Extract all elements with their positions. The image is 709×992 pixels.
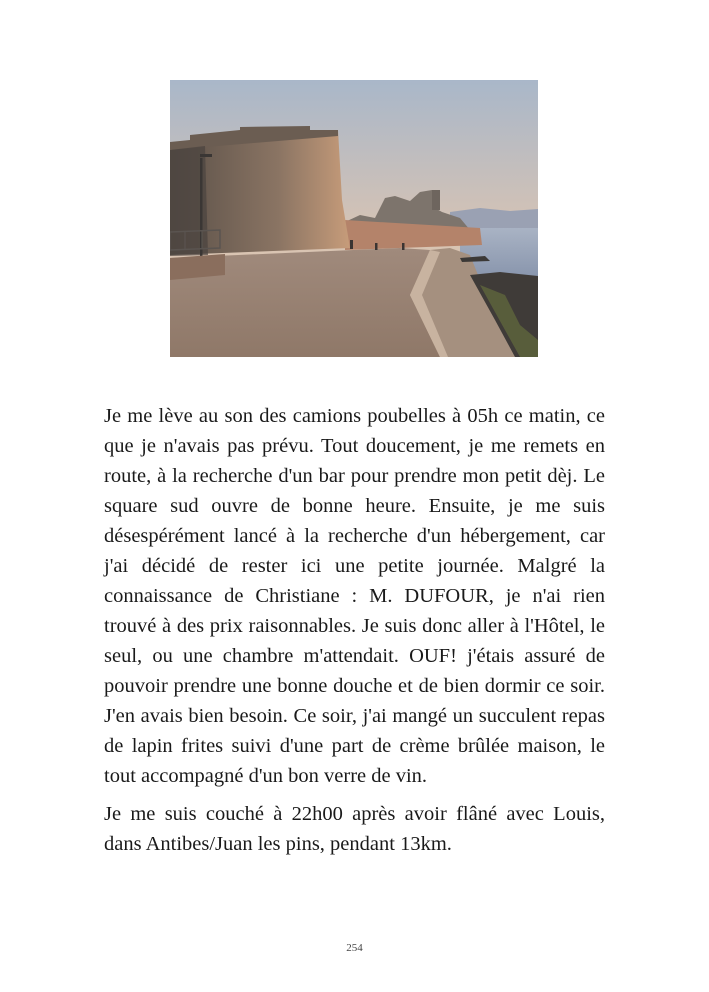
fort-photo: [170, 80, 538, 357]
paragraph: Je me suis couché à 22h00 après avoir flâné avec Louis, dans Antibes/Juan les pins, pendant 13km.: [104, 803, 605, 855]
page-number: 254: [346, 942, 363, 954]
paragraph: Je me lève au son des camions poubelles à 05h ce matin, ce que je n'avais pas prévu. Tout doucement, je me remets en route, à la recherche d'un bar pour prendre mon petit dèj. Le square sud ouvre de bonne heure. Ensuite, je me suis désespérément lancé à la recherche d'un hébergement, car j'ai décidé de rester ici une petite journée. Malgré la connaissance de Christiane : M. DUFOUR, je n'ai rien trouvé à des prix raisonnables. Je suis donc aller à l'Hôtel, le seul, ou une chambre m'attendait. OUF! j'étais assuré de pouvoir prendre une bonne douche et de bien dormir ce soir. J'en avais bien besoin. Ce soir, j'ai mangé un succulent repas de lapin frites suivi d'une part de crème brûlée maison, le tout accompagné d'un bon verre de vin.: [104, 405, 605, 787]
body-text: [104, 401, 605, 867]
